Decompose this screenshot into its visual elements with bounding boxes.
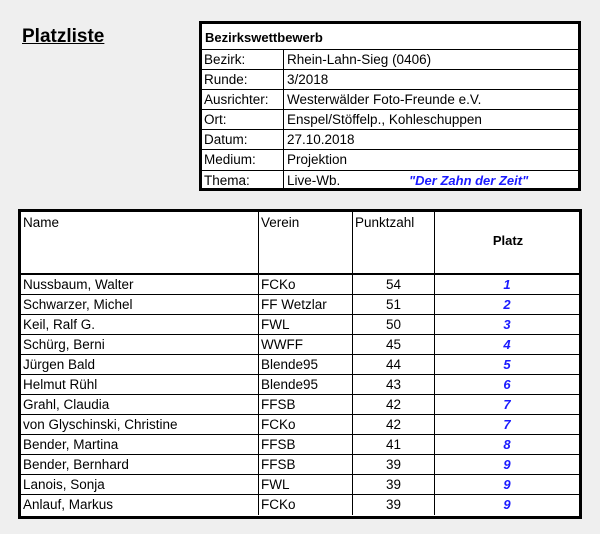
cell-club: FFSB <box>259 455 353 474</box>
cell-club: Blende95 <box>259 355 353 374</box>
cell-club: FFSB <box>259 395 353 414</box>
table-row <box>21 395 579 415</box>
cell-rank: 1 <box>503 277 511 292</box>
cell-rank: 2 <box>503 297 511 312</box>
cell-name: Jürgen Bald <box>21 355 259 374</box>
header-points: Punktzahl <box>353 212 435 273</box>
info-value <box>284 70 578 89</box>
cell-club: FWL <box>259 475 353 494</box>
cell-rank: 9 <box>503 497 511 512</box>
cell-name: Bender, Bernhard <box>21 455 259 474</box>
header-rank: Platz <box>492 233 524 248</box>
info-heading: Bezirkswettbewerb <box>202 24 578 50</box>
info-value-text: Rhein-Lahn-Sieg (0406) <box>287 52 432 67</box>
cell-points: 45 <box>353 335 435 354</box>
table-row <box>21 455 579 475</box>
info-value <box>284 130 578 149</box>
info-value <box>284 50 578 69</box>
info-value <box>284 110 578 129</box>
table-header <box>21 212 579 275</box>
info-row <box>202 50 578 70</box>
info-value <box>284 171 578 191</box>
cell-club: FCKo <box>259 415 353 434</box>
table-row <box>21 375 579 395</box>
table-row <box>21 435 579 455</box>
cell-name: von Glyschinski, Christine <box>21 415 259 434</box>
info-value <box>284 150 578 169</box>
info-row <box>202 130 578 150</box>
table-row <box>21 475 579 495</box>
cell-rank: 4 <box>503 337 511 352</box>
cell-rank: 7 <box>503 417 511 432</box>
table-row <box>21 275 579 295</box>
info-row <box>202 110 578 130</box>
results-table <box>18 209 582 519</box>
cell-points: 42 <box>353 395 435 414</box>
cell-rank: 9 <box>503 477 511 492</box>
cell-points: 50 <box>353 315 435 334</box>
info-label: Ausrichter: <box>202 90 284 109</box>
table-row <box>21 335 579 355</box>
info-value <box>284 90 578 109</box>
header-club: Verein <box>259 212 353 273</box>
table-row <box>21 315 579 335</box>
table-row <box>21 415 579 435</box>
cell-name: Anlauf, Markus <box>21 495 259 515</box>
cell-club: FCKo <box>259 275 353 294</box>
info-label: Medium: <box>202 150 284 169</box>
cell-points: 39 <box>353 495 435 515</box>
cell-rank: 7 <box>503 397 511 412</box>
cell-points: 51 <box>353 295 435 314</box>
info-value-text: 3/2018 <box>287 72 329 88</box>
info-value-text: Projektion <box>287 152 348 168</box>
cell-name: Schwarzer, Michel <box>21 295 259 314</box>
cell-name: Helmut Rühl <box>21 375 259 394</box>
cell-points: 41 <box>353 435 435 454</box>
cell-name: Schürg, Berni <box>21 335 259 354</box>
cell-name: Bender, Martina <box>21 435 259 454</box>
cell-name: Keil, Ralf G. <box>21 315 259 334</box>
info-value-text: Westerwälder Foto-Freunde e.V. <box>287 92 482 108</box>
info-label: Runde: <box>202 70 284 89</box>
cell-points: 54 <box>353 275 435 294</box>
cell-points: 39 <box>353 455 435 474</box>
cell-points: 42 <box>353 415 435 434</box>
cell-rank: 6 <box>503 377 511 392</box>
table-row <box>21 295 579 315</box>
info-row <box>202 150 578 170</box>
info-value-text: Live-Wb. <box>287 172 341 188</box>
cell-points: 39 <box>353 475 435 494</box>
cell-club: FFSB <box>259 435 353 454</box>
cell-club: FCKo <box>259 495 353 515</box>
info-label: Bezirk: <box>202 50 284 69</box>
cell-rank: 8 <box>503 437 511 452</box>
info-row <box>202 70 578 90</box>
info-label: Thema: <box>202 171 284 191</box>
cell-points: 43 <box>353 375 435 394</box>
info-value-text: Enspel/Stöffelp., Kohleschuppen <box>287 112 482 128</box>
cell-name: Lanois, Sonja <box>21 475 259 494</box>
info-row <box>202 171 578 191</box>
info-label: Datum: <box>202 130 284 149</box>
cell-points: 44 <box>353 355 435 374</box>
table-row <box>21 355 579 375</box>
header-name: Name <box>21 212 259 273</box>
page-title: Platzliste <box>22 26 105 47</box>
competition-info-box <box>199 21 581 191</box>
cell-rank: 3 <box>503 317 511 332</box>
cell-club: Blende95 <box>259 375 353 394</box>
cell-club: WWFF <box>259 335 353 354</box>
cell-club: FF Wetzlar <box>259 295 353 314</box>
cell-rank: 9 <box>503 457 511 472</box>
table-row <box>21 495 579 515</box>
cell-rank: 5 <box>503 357 511 372</box>
info-label: Ort: <box>202 110 284 129</box>
theme-motto: "Der Zahn der Zeit" <box>409 172 529 188</box>
info-value-text: 27.10.2018 <box>287 132 355 148</box>
info-row <box>202 90 578 110</box>
cell-name: Nussbaum, Walter <box>21 275 259 294</box>
cell-name: Grahl, Claudia <box>21 395 259 414</box>
cell-club: FWL <box>259 315 353 334</box>
